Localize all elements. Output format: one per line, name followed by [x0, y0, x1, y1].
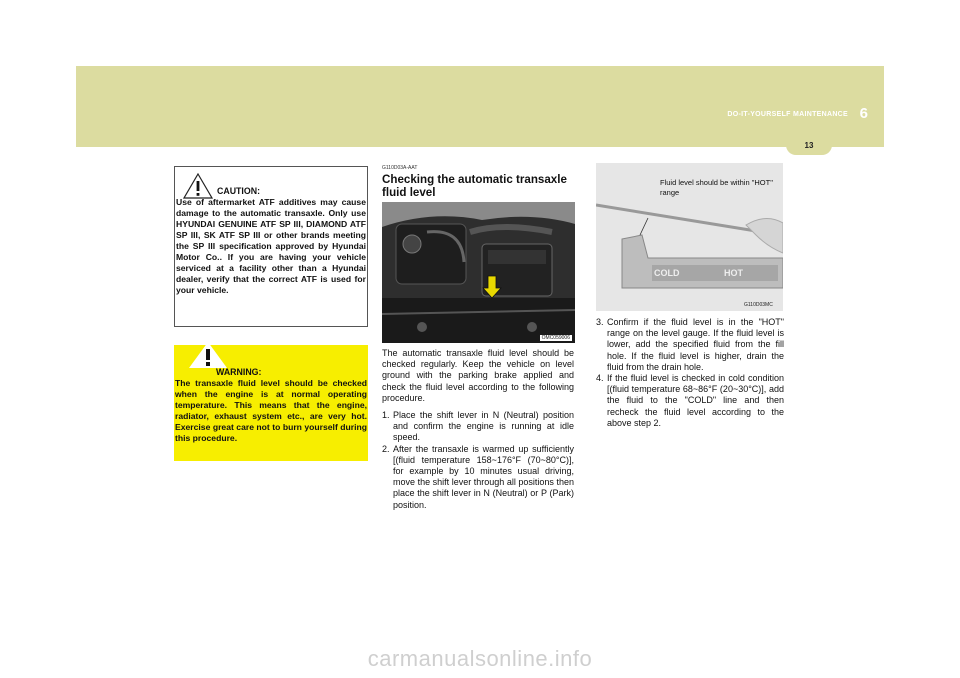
chapter-title: DO-IT-YOURSELF MAINTENANCE — [727, 111, 848, 118]
section-code: G110D03A-AAT — [382, 165, 418, 171]
intro-paragraph: The automatic transaxle fluid level should be checked regularly. Keep the vehicle on level ground with the parking brake applied and check the fluid level according to the following procedure. — [382, 348, 574, 403]
list-item — [382, 410, 574, 444]
section-heading: Checking the automatic transaxle fluid level — [382, 173, 567, 199]
page-number: 13 — [804, 141, 814, 150]
caution-box — [174, 166, 368, 327]
caution-title: CAUTION: — [217, 186, 261, 196]
step-text: Place the shift lever in N (Neutral) position and confirm the engine is running at idle speed. — [393, 410, 574, 443]
step-number: 1. — [382, 410, 390, 420]
list-item — [596, 317, 784, 373]
warning-triangle-icon — [183, 173, 213, 199]
diagram-caption: G110D03MC — [744, 302, 773, 308]
cold-mark: COLD — [654, 268, 680, 278]
warning-box — [174, 345, 368, 461]
hot-mark: HOT — [724, 268, 743, 278]
diagram-label: Fluid level should be within "HOT" range — [660, 178, 773, 197]
list-item — [382, 444, 574, 511]
engine-bay-photo — [382, 202, 575, 343]
page-tab — [786, 137, 832, 155]
list-item — [596, 373, 784, 429]
warning-triangle-icon — [188, 341, 228, 369]
warning-body: The transaxle fluid level should be checked when the engine is at normal operating temperature. This means that the engine, radiator, exhaust system etc., are very hot. Exercise great care not to burn yourself during this procedure. — [175, 378, 367, 443]
step-text: After the transaxle is warmed up sufficiently [(fluid temperature 158~176°F (70~80°C)], for example by 10 minutes usual driving, move the shift lever through all positions then place the shift lever in N (Neutral) or P (Park) position. — [393, 443, 574, 510]
step-text: If the fluid level is checked in cold condition [(fluid temperature 68~86°F (20~30°C)], add the fluid to the "COLD" line and then recheck the fluid level according to the above step 2. — [607, 373, 784, 428]
warning-title: WARNING: — [216, 367, 262, 377]
right-step-list — [596, 317, 784, 429]
engine-bay-illustration — [382, 202, 575, 343]
step-number: 2. — [382, 443, 390, 454]
step-number: 3. — [596, 317, 604, 327]
watermark: carmanualsonline.info — [367, 646, 593, 671]
step-list — [382, 410, 574, 511]
caution-body: Use of aftermarket ATF additives may cause damage to the automatic transaxle. Only use HYUNDAI GENUINE ATF SP III, DIAMOND ATF SP III, SK ATF SP III or other brands meeting the SP III specification approved by Hyundai Motor Co.. If you are having your vehicle serviced at a facility other than a Hyundai dealer, verify that the correct ATF is used for your vehicle. — [176, 197, 366, 295]
chapter-number: 6 — [859, 105, 868, 122]
step-number: 4. — [596, 373, 604, 384]
photo-caption: OMC059006 — [541, 335, 570, 341]
header-band — [76, 66, 884, 147]
step-text: Confirm if the fluid level is in the "HOT" range on the level gauge. If the fluid level is lower, add the specified fluid from the fill hole. If the fluid level is higher, drain the fluid from the drain hole. — [607, 317, 784, 372]
